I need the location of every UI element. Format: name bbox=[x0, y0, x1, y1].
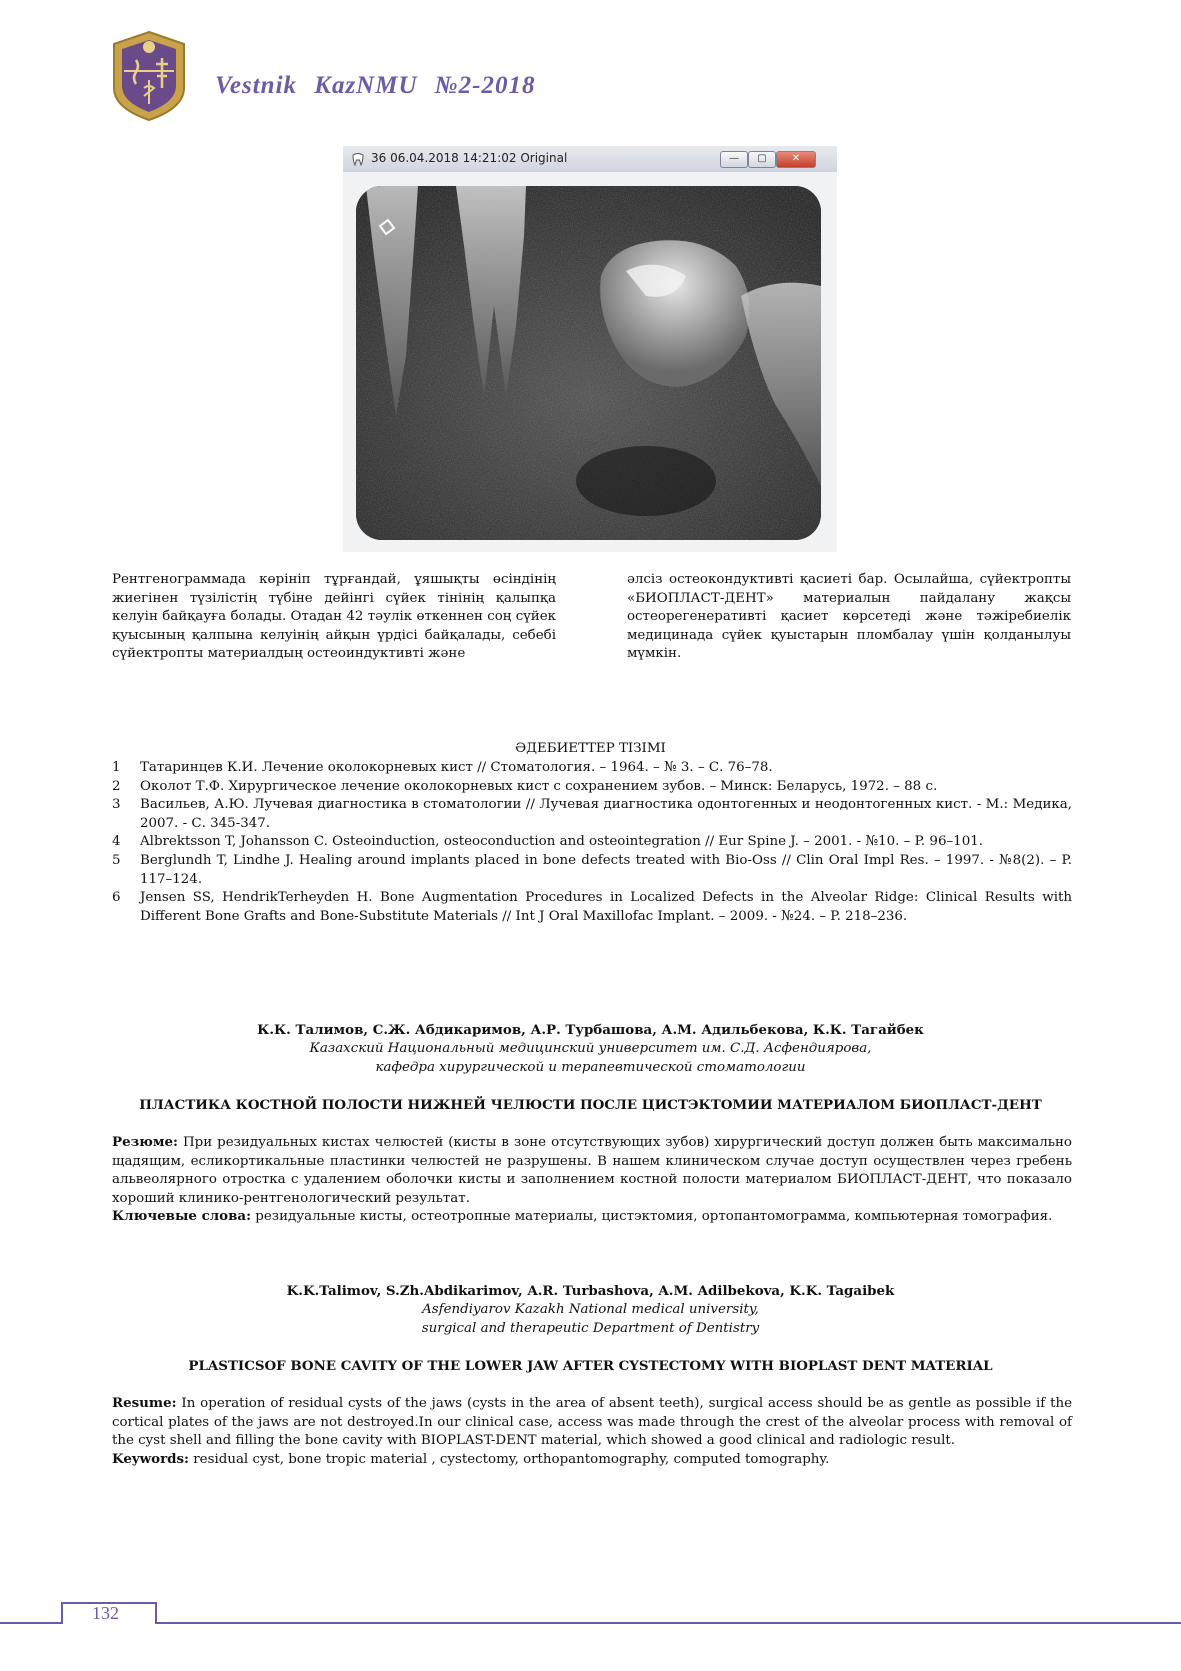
xray-image bbox=[356, 186, 821, 540]
reference-text: Berglundh T, Lindhe J. Healing around implants placed in bone defects treated with Bio-Oss // Clin Oral Impl Res. – 1997. - №8(2). – P. 117–124. bbox=[140, 852, 1072, 887]
university-seal-icon bbox=[110, 30, 188, 122]
en-keywords-text: residual cyst, bone tropic material , cystectomy, orthopantomography, computed tomography. bbox=[189, 1452, 830, 1467]
reference-item bbox=[112, 778, 1072, 797]
en-abstract-text: In operation of residual cysts of the jaws (cysts in the area of absent teeth), surgical access should be as gentle as possible if the cortical plates of the jaws are not destroyed.In our clinical case, access was made through the crest of the alveolar process with removal of the cyst shell and filling the bone cavity with BIOPLAST-DENT material, which showed a good clinical and radiologic result. bbox=[112, 1396, 1072, 1449]
reference-number: 3 bbox=[112, 797, 121, 813]
reference-number: 5 bbox=[112, 852, 121, 868]
xray-window-title: 36 06.04.2018 14:21:02 Original bbox=[371, 151, 568, 165]
xray-window bbox=[343, 146, 837, 552]
ru-authors: К.К. Талимов, С.Ж. Абдикаримов, А.Р. Турбашова, А.М. Адильбекова, К.К. Тагайбек bbox=[257, 1022, 924, 1038]
references-list bbox=[112, 759, 1072, 926]
en-keywords bbox=[112, 1450, 1072, 1470]
reference-item bbox=[112, 852, 1072, 889]
en-keywords-label: Keywords: bbox=[112, 1451, 190, 1467]
en-article-title: PLASTICSOF BONE CAVITY OF THE LOWER JAW AFTER CYSTECTOMY WITH BIOPLAST DENT MATERIAL bbox=[188, 1358, 993, 1374]
reference-number: 1 bbox=[112, 760, 121, 775]
reference-item bbox=[112, 889, 1072, 926]
reference-number: 6 bbox=[112, 890, 121, 906]
ru-affiliation-1: Казахский Национальный медицинский университет им. С.Д. Асфендиярова, bbox=[309, 1041, 872, 1056]
ru-abstract bbox=[112, 1133, 1072, 1208]
journal-title: Vestnik KazNMU №2-2018 bbox=[215, 72, 536, 99]
footer-rule bbox=[0, 1622, 1181, 1624]
reference-number: 2 bbox=[112, 778, 121, 794]
maximize-button[interactable]: ▢ bbox=[748, 151, 776, 168]
reference-number: 4 bbox=[112, 834, 121, 850]
ru-keywords bbox=[112, 1207, 1072, 1227]
reference-text: Васильев, А.Ю. Лучевая диагностика в стоматологии // Лучевая диагностика одонтогенных и неодонтогенных кист. - М.: Медика, 2007. - С. 345-347. bbox=[140, 797, 1072, 831]
ru-affiliation-2: кафедра хирургической и терапевтической стоматологии bbox=[375, 1060, 806, 1075]
en-affiliation-2: surgical and therapeutic Department of Dentistry bbox=[421, 1321, 760, 1336]
reference-text: Околот Т.Ф. Хирургическое лечение околокорневых кист с сохранением зубов. – Минск: Беларусь, 1972. – 88 с. bbox=[140, 778, 938, 794]
xray-titlebar bbox=[343, 146, 837, 173]
en-affiliation-1: Asfendiyarov Kazakh National medical university, bbox=[422, 1302, 759, 1317]
reference-text: Albrektsson T, Johansson C. Osteoinduction, osteoconduction and osteointegration // Eur Spine J. – 2001. - №10. – P. 96–101. bbox=[140, 834, 983, 850]
ru-keywords-label: Ключевые слова: bbox=[112, 1208, 252, 1224]
references-heading: ӘДЕБИЕТТЕР ТІЗІМІ bbox=[515, 741, 666, 756]
ru-abstract-text: При резидуальных кистах челюстей (кисты в зоне отсутствующих зубов) хирургический доступ должен быть максимально щадящим, есликортикальные пластинки челюстей не разрушены. В нашем клиническом случае доступ осуществлен через гребень альвеолярного отростка с удалением оболочки кисты и заполнением костной полости материалом БИОПЛАСТ-ДЕНТ, что показало хороший клинико-рентгенологический результат. bbox=[112, 1135, 1072, 1206]
kazakh-text-column-1: Рентгенограммада көрініп тұрғандай, ұяшықты өсіндінің жиегінен түзілістің түбіне дейінгі сүйек тінінің қалыпқа келуін байқауға болады. Отадан 42 тәулік өткеннен соң сүйек қуысының қалпына келуінің айқын үрдісі байқалады, себебі сүйектропты материалдың остеоиндуктивті және bbox=[112, 572, 556, 662]
reference-item bbox=[112, 833, 1072, 852]
kazakh-text-column-2: әлсіз остеокондуктивті қасиеті бар. Осылайша, сүйектропты «БИОПЛАСТ-ДЕНТ» материалын пайдалану жақсы остеорегенеративті қасиет көрсетеді және тәжіребиелік медицинада сүйек қуыстарын пломбалау үшін қолданылуы мүмкін. bbox=[627, 572, 1071, 662]
page-number: 132 bbox=[92, 1603, 119, 1623]
ru-keywords-text: резидуальные кисты, остеотропные материалы, цистэктомия, ортопантомограмма, компьютерная томография. bbox=[251, 1209, 1053, 1224]
close-button[interactable]: ✕ bbox=[776, 151, 816, 168]
minimize-button[interactable]: — bbox=[720, 151, 748, 168]
reference-text: Jensen SS, HendrikTerheyden H. Bone Augmentation Procedures in Localized Defects in the Alveolar Ridge: Clinical Results with Different Bone Grafts and Bone-Substitute Materials // Int J Oral Maxillofac Implant. – 2009. - №24. – P. 218–236. bbox=[140, 890, 1072, 924]
ru-abstract-label: Резюме: bbox=[112, 1134, 178, 1150]
en-abstract-label: Resume: bbox=[112, 1395, 177, 1411]
en-authors: K.K.Talimov, S.Zh.Abdikarimov, A.R. Turbashova, A.M. Adilbekova, K.K. Tagaibek bbox=[286, 1283, 895, 1299]
tooth-icon bbox=[351, 151, 365, 165]
en-abstract bbox=[112, 1394, 1072, 1451]
reference-text: Татаринцев К.И. Лечение околокорневых кист // Стоматология. – 1964. – № 3. – С. 76–78. bbox=[140, 760, 773, 775]
ru-article-title: ПЛАСТИКА КОСТНОЙ ПОЛОСТИ НИЖНЕЙ ЧЕЛЮСТИ ПОСЛЕ ЦИСТЭКТОМИИ МАТЕРИАЛОМ БИОПЛАСТ-ДЕНТ bbox=[139, 1097, 1042, 1113]
xray-frame bbox=[343, 172, 837, 552]
reference-item bbox=[112, 796, 1072, 833]
reference-item bbox=[112, 759, 1072, 778]
